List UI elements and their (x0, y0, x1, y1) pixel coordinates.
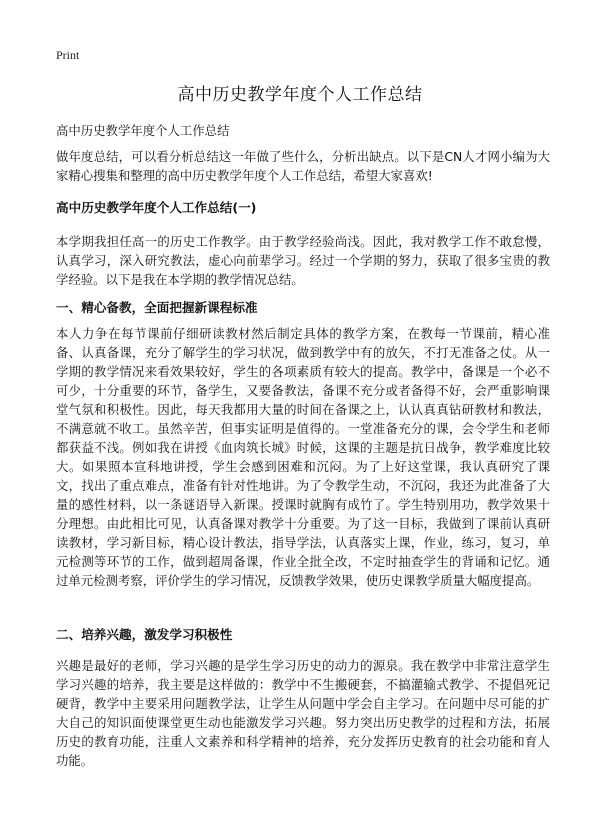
section-heading: 高中历史教学年度个人工作总结(一) (56, 200, 257, 215)
intro-paragraph: 做年度总结，可以看分析总结这一年做了些什么，分析出缺点。以下是CN人才网小编为大家精心搜集和整理的高中历史教学年度个人工作总结，希望大家喜欢! (56, 149, 550, 183)
subtitle: 高中历史教学年度个人工作总结 (56, 123, 230, 138)
part1-paragraph: 本人力争在每节课前仔细研读教材然后制定具体的教学方案，在教每一节课前，精心准备、认真备课，充分了解学生的学习状况，做到教学中有的放矢，不打无准备之仗。从一学期的教学情况来看效果较好，学生的各项素质有较大的提高。教学中，备课是一个必不可少，十分重要的环节，备学生，又要备教法，备课不充分或者备得不好，会严重影响课堂气氛和积极性。因此，每天我都用大量的时间在备课之上，认认真真钻研教材和教法，不满意就不收工。虽然辛苦，但事实证明是值得的。一堂准备充分的课，会令学生和老师都获益不浅。例如我在讲授《血肉筑长城》时候，这课的主题是抗日战争，教学难度比较大。如果照本宣科地讲授，学生会感到困难和沉闷。为了上好这堂课，我认真研究了课文，找出了重点难点，准备有针对性地讲。为了令教学生动，不沉闷，我还为此准备了大量的感性材料，以一条谜语导入新课。授课时就胸有成竹了。学生特别用功，教学效果十分理想。由此相比可见，认真备课对教学十分重要。为了这一目标，我做到了课前认真研读教材，学习新目标，精心设计教法，指导学法，认真落实上课，作业，练习，复习，单元检测等环节的工作，做到超周备课，作业全批全改，不定时抽查学生的背诵和记忆。通过单元检测考察，评价学生的学习情况，反馈教学效果，使历史课教学质量大幅度提高。 (56, 326, 550, 588)
part2-paragraph: 兴趣是最好的老师，学习兴趣的是学生学习历史的动力的源泉。我在教学中非常注意学生学习兴趣的培养，我主要是这样做的：教学中不生搬硬套，不搞灌输式教学、不提倡死记硬背，教学中主要采用问题教学法，让学生从问题中学会自主学习。在问题中尽可能的扩大自己的知识面使课堂更生动也能激发学习兴趣。努力突出历史教学的过程和方法，拓展历史的教育功能，注重人文素养和科学精神的培养，充分发挥历史教育的社会功能和育人功能。 (56, 658, 550, 768)
print-label[interactable]: Print (56, 48, 80, 62)
section-paragraph: 本学期我担任高一的历史工作教学。由于教学经验尚浅。因此，我对教学工作不敢怠慢，认真学习，深入研究教法，虚心向前辈学习。经过一个学期的努力，获取了很多宝贵的教学经验。以下是我在本学期的教学情况总结。 (56, 234, 550, 287)
part2-heading: 二、培养兴趣，激发学习积极性 (56, 627, 233, 642)
page-title: 高中历史教学年度个人工作总结 (177, 85, 423, 105)
part1-heading: 一、精心备教，全面把握新课程标准 (56, 300, 258, 315)
